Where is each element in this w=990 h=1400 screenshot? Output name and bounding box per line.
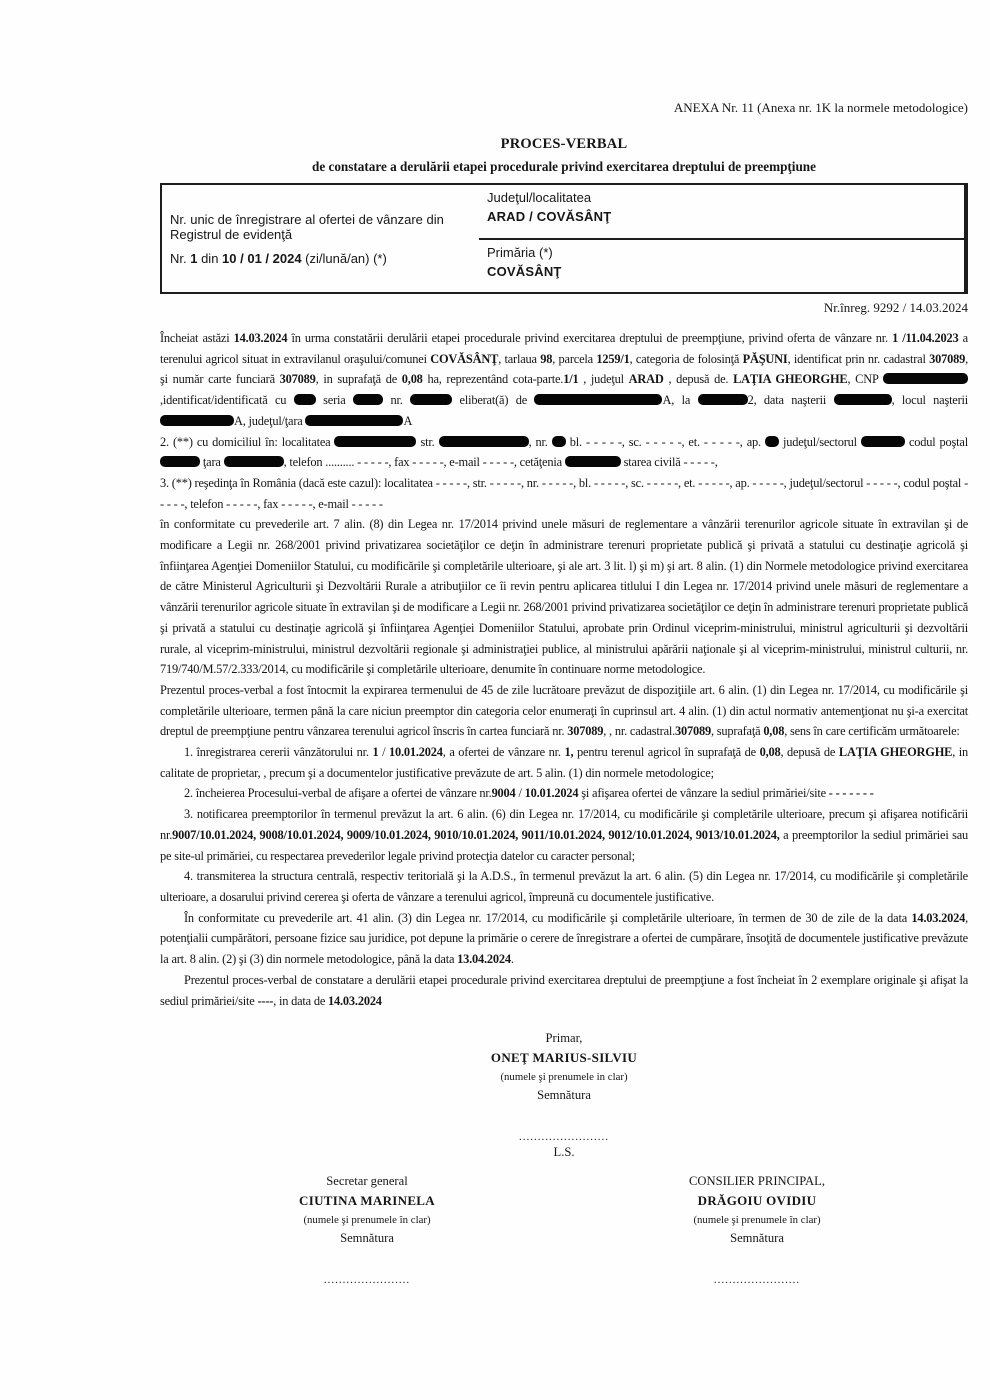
bold-text: LAŢIA GHEORGHE xyxy=(733,372,848,387)
text: din xyxy=(197,250,223,266)
text: / xyxy=(515,786,525,801)
paragraph-8 xyxy=(160,804,968,866)
text: , sens în care certificăm următoarele: xyxy=(784,724,960,739)
text: pentru terenul agricol în suprafaţă de xyxy=(573,745,760,760)
text: , categoria de folosinţă xyxy=(629,351,743,366)
text: , a ofertei de vânzare nr. xyxy=(442,745,565,760)
paragraph-6 xyxy=(160,742,968,783)
nr-unic-value xyxy=(170,251,471,266)
primaria-label: Primăria (*) xyxy=(487,245,553,260)
bold-text: 307089 xyxy=(929,351,966,366)
paragraph-2 xyxy=(160,432,968,473)
paragraph-9 xyxy=(160,866,968,907)
bold-text: 10.01.2024 xyxy=(389,745,443,760)
text: , potenţialii cumpărători, persoane fizice sau juridice, pot depune la primărie o cerere de înregistrare a ofertei de cumpărare, însoţită de documentele justificative prevăzute la art. 8 alin. (2) şi (3) din normele metodologice, până la data xyxy=(160,910,968,967)
page-subtitle: de constatare a derulării etapei procedurale privind exercitarea dreptului de preempţiune xyxy=(311,159,816,174)
registration-number-line: Nr.înreg. 9292 / 14.03.2024 xyxy=(823,300,968,315)
text: , judeţul xyxy=(578,372,629,387)
judet-label: Judeţul/localitatea xyxy=(487,190,592,205)
text: 2. (**) cu domiciliul în: localitatea xyxy=(160,434,335,449)
primar-role: Primar, xyxy=(545,1031,583,1046)
paragraph-10 xyxy=(160,908,968,970)
secretar-signature-line: ....................... xyxy=(323,1274,411,1287)
redaction-bar xyxy=(765,436,779,447)
paragraph-5 xyxy=(160,680,968,742)
signature-columns xyxy=(160,1174,968,1286)
text: eliberat(ă) de xyxy=(452,393,535,408)
text: (zi/lună/an) (*) xyxy=(301,250,387,266)
paragraph-4 xyxy=(160,514,968,680)
redaction-bar xyxy=(334,436,416,447)
redaction-bar xyxy=(861,436,905,447)
secretar-name: CIUTINA MARINELA xyxy=(299,1193,435,1209)
table-cell-primaria xyxy=(479,240,966,292)
bold-text: PĂŞUNI xyxy=(742,351,788,366)
bold-text: 0,08 xyxy=(401,372,423,387)
text: str. xyxy=(416,434,439,449)
text: Prezentul proces-verbal a fost întocmit la expirarea termenului de 45 de zile lucrătoare prevăzut de dispoziţiile art. 6 alin. (1) din Legea nr. 17/2014, cu modificările şi completările ulterioare, termen până la care niciun preemptor din categoria celor enumeraţi în cuprinsul art. 4 alin. (1) din actul normativ antemenţionat nu şi-a exercitat dreptul de preempţiune pentru vânzarea terenului agricol înscris în cartea funciară nr. xyxy=(160,682,968,739)
text: nr. xyxy=(383,393,411,408)
text: judeţul/sectorul xyxy=(778,434,861,449)
text: 1. înregistrarea cererii vânzătorului nr. xyxy=(184,745,373,760)
bold-text: 13.04.2024 xyxy=(457,952,511,967)
text: , telefon .......... - - - - -, fax - - - - -, e-mail - - - - -, cetăţenia xyxy=(283,455,565,470)
table-cell-judet xyxy=(479,185,966,240)
text: a preemptorilor la sediul primăriei sau pe site-ul primăriei, cu respectarea prevederilor legale privind protecţia datelor cu caracter personal; xyxy=(160,827,968,863)
text: bl. - - - - -, sc. - - - - -, et. - - - - -, ap. xyxy=(565,434,765,449)
anexa-header: ANEXA Nr. 11 (Anexa nr. 1K la normele metodologice) xyxy=(673,100,968,115)
paragraph-1 xyxy=(160,328,968,432)
signature-block-secretar xyxy=(237,1174,497,1286)
primar-signature-label: Semnătura xyxy=(537,1088,591,1103)
text: 3. (**) reşedinţa în România (dacă este cazul): localitatea - - - - -, str. - - - - -, nr. - - - - -, bl. - - - - -, sc. - - - - -, et. - - - - -, ap. - - - - -, judeţul/sectorul - - - - -, codul poştal - - - - -, telefon - - - - -, fax - - - - -, e-mail - - - - - xyxy=(160,475,968,511)
bold-text: 98 xyxy=(540,351,553,366)
text: Încheiat astăzi xyxy=(160,331,234,345)
secretar-signature-label: Semnătura xyxy=(340,1231,394,1246)
redaction-bar xyxy=(439,436,529,447)
text: codul poştal xyxy=(904,434,968,449)
text: şi afişarea ofertei de vânzare la sediul primăriei/site xyxy=(578,786,829,801)
redaction-bar xyxy=(160,415,234,426)
text: , in suprafaţă de xyxy=(315,372,402,387)
redaction-bar xyxy=(410,394,452,405)
nr-unic-label: Nr. unic de înregistrare al ofertei de vânzare din Registrul de evidenţă xyxy=(170,211,444,242)
text: în urma constatării derulării etapei procedurale privind exercitarea dreptului de preempţiune, privind oferta de vânzare nr. xyxy=(287,331,893,345)
redaction-bar xyxy=(565,456,621,467)
text: 3. notificarea preemptorilor în termenul prevăzut la art. 6 alin. (6) din Legea nr. 17/2014, cu modificările şi completările ulterioare, precum şi afişarea notificării nr. xyxy=(160,807,968,842)
redaction-bar xyxy=(698,394,748,405)
text: Nr. xyxy=(170,250,191,266)
text: , locul naşterii xyxy=(891,393,969,408)
text: seria xyxy=(315,393,354,408)
text: , depusă de. xyxy=(663,372,734,387)
consilier-role: CONSILIER PRINCIPAL, xyxy=(689,1174,825,1189)
consilier-signature-line: ....................... xyxy=(713,1274,801,1287)
text: A, la xyxy=(662,393,698,408)
text: , şi număr carte funciară xyxy=(160,351,968,387)
paragraph-7 xyxy=(160,783,968,804)
primar-note: (numele şi prenumele in clar) xyxy=(500,1071,628,1084)
bold-text: 307089 xyxy=(279,372,316,387)
text: , in data de xyxy=(273,993,329,1008)
text: . xyxy=(510,952,514,967)
text: în conformitate cu prevederile art. 7 alin. (8) din Legea nr. 17/2014 privind unele măsuri de reglementare a vânzării terenurilor agricole situate în extravilan şi de modificare a Legii nr. 268/2001 privind privatizarea societăţilor ce deţin în administrare terenuri proprietate publică şi privată a statului cu destinaţie agricolă şi înfiinţarea Agenţiei Domeniilor Statului, cu modificările şi completările ulterioare, şi ale art. 3 lit. l) şi m) şi art. 8 alin. (1) din Normele metodologice privind exercitarea de către Ministerul Agriculturii şi Dezvoltării Rurale a atribuţiilor ce îi revin pentru aplicarea titlului I din Legea nr. 17/2014 privind unele măsuri de reglementare a vânzării terenurilor agricole situate în extravilan şi de modificare a Legii nr. 268/2001 privind privatizarea societăţilor ce deţin în administrare terenuri proprietate publică şi privată a statului cu destinaţie agricolă şi înfiinţarea Agenţiei Domeniilor Statului, aprobate prin Ordinul viceprim-ministrului, ministrul agriculturii şi dezvoltării rurale, al viceprim-ministrului, ministrul dezvoltării regionale şi administraţiei publice, al ministrului apărării naţionale şi al viceprim-ministrului, ministrul culturii, nr. 719/740/M.57/2.333/2014, cu modificările şi completările ulterioare, denumite în continuare norme metodologice. xyxy=(160,517,968,677)
bold-text: 1, xyxy=(564,745,574,760)
text: , identificat prin nr. cadastral xyxy=(787,351,930,366)
text: ha, reprezentând cota-parte. xyxy=(422,372,564,387)
text: , nr. xyxy=(528,434,552,449)
bold-text: 1 xyxy=(372,745,379,760)
bold-text: ---- xyxy=(257,993,274,1008)
bold-text: 9007/10.01.2024, 9008/10.01.2024, 9009/10.01.2024, 9010/10.01.2024, 9011/10.01.2024, 9012/10.01.2024, 9013/10.01.2024, xyxy=(172,827,780,842)
consilier-name: DRĂGOIU OVIDIU xyxy=(697,1193,817,1209)
primar-signature-line: ........................ xyxy=(519,1131,609,1144)
text: 4. transmiterea la structura centrală, respectiv teritorială şi la A.D.S., în termenul prevăzut la art. 6 alin. (5) din Legea nr. 17/2014, cu modificările şi completările ulterioare, a dosarului privind cererea şi oferta de vânzare a terenului agricol, împreună cu documentele justificative. xyxy=(160,869,968,904)
text: A, judeţul/ţara xyxy=(234,413,306,428)
text: , in calitate de proprietar, , precum şi a documentelor justificative prevăzute de art. 5 alin. (1) din normele metodologice; xyxy=(160,745,969,780)
bold-text: 1/1 xyxy=(563,372,579,387)
text: a terenului agricol situat in extravilanul oraşului/comunei xyxy=(160,331,968,366)
text: , tarlaua xyxy=(498,351,541,366)
document-body xyxy=(160,328,968,1011)
bold-text: LAŢIA GHEORGHE xyxy=(838,745,953,760)
bold-text: 10.01.2024 xyxy=(524,786,579,801)
text: Prezentul proces-verbal de constatare a derulării etapei procedurale privind exercitarea dreptului de preempţiune a fost încheiat în 2 exemplare originale şi afişat la sediul primăriei/site xyxy=(160,972,968,1008)
bold-text: 307089 xyxy=(567,724,604,739)
bold-text: 14.03.2024 xyxy=(911,910,966,925)
bold-text: 14.03.2024 xyxy=(233,331,288,345)
bold-text: 1259/1 xyxy=(596,351,630,366)
bold-text: 307089 xyxy=(675,724,711,739)
text: ,identificat/identificată cu xyxy=(160,393,294,408)
paragraph-11 xyxy=(160,970,968,1011)
redaction-bar xyxy=(160,456,200,467)
text: , CNP xyxy=(847,372,883,387)
text: În conformitate cu prevederile art. 41 alin. (3) din Legea nr. 17/2014, cu modificările şi completările ulterioare, în termen de 30 de zile de la data xyxy=(184,910,912,925)
document-content xyxy=(160,100,968,1286)
redaction-bar xyxy=(883,373,968,384)
text: ţara xyxy=(200,455,224,470)
signature-block-consilier xyxy=(617,1174,897,1286)
redaction-bar xyxy=(552,436,566,447)
bold-text: 1 xyxy=(190,250,198,266)
bold-text: 1 /11.04.2023 xyxy=(892,331,959,345)
text: , , nr. cadastral. xyxy=(603,724,676,739)
signature-block-primar xyxy=(160,1031,968,1160)
text: / xyxy=(378,745,390,760)
bold-text: COVĂSÂNŢ xyxy=(430,351,499,366)
judet-value: ARAD / COVĂSÂNŢ xyxy=(487,209,612,224)
bold-text: 10 / 01 / 2024 xyxy=(222,250,302,266)
bold-text: 0,08 xyxy=(763,724,785,739)
primar-name: ONEŢ MARIUS-SILVIU xyxy=(490,1050,638,1066)
text: starea civilă - - - - -, xyxy=(620,455,718,470)
page-title: PROCES-VERBAL xyxy=(500,136,628,152)
redaction-bar xyxy=(305,415,403,426)
ls-stamp-label: L.S. xyxy=(553,1145,575,1160)
consilier-signature-label: Semnătura xyxy=(730,1231,784,1246)
text: A xyxy=(403,413,413,428)
redaction-bar xyxy=(224,456,284,467)
bold-text: 9004 xyxy=(491,786,516,801)
consilier-note: (numele şi prenumele în clar) xyxy=(693,1214,821,1227)
bold-text: 14.03.2024 xyxy=(328,993,382,1008)
primaria-value: COVĂSÂNŢ xyxy=(487,264,562,279)
secretar-note: (numele şi prenumele în clar) xyxy=(303,1214,431,1227)
redaction-bar xyxy=(534,394,662,405)
text: , parcela xyxy=(552,351,597,366)
bold-text: 0,08 xyxy=(759,745,781,760)
text: 2, data naşterii xyxy=(747,393,834,408)
secretar-role: Secretar general xyxy=(326,1174,408,1189)
bold-text: - - - - - - - xyxy=(828,786,874,801)
registration-table xyxy=(160,183,968,294)
redaction-bar xyxy=(294,394,316,405)
text: 2. încheierea Procesului-verbal de afişare a ofertei de vânzare nr. xyxy=(184,786,492,801)
paragraph-3 xyxy=(160,473,968,514)
text: , depusă de xyxy=(780,745,839,760)
table-cell-nr-unic xyxy=(162,185,479,292)
bold-text: ARAD xyxy=(628,372,664,387)
redaction-bar xyxy=(353,394,383,405)
text: , suprafaţă xyxy=(711,724,764,739)
redaction-bar xyxy=(834,394,892,405)
